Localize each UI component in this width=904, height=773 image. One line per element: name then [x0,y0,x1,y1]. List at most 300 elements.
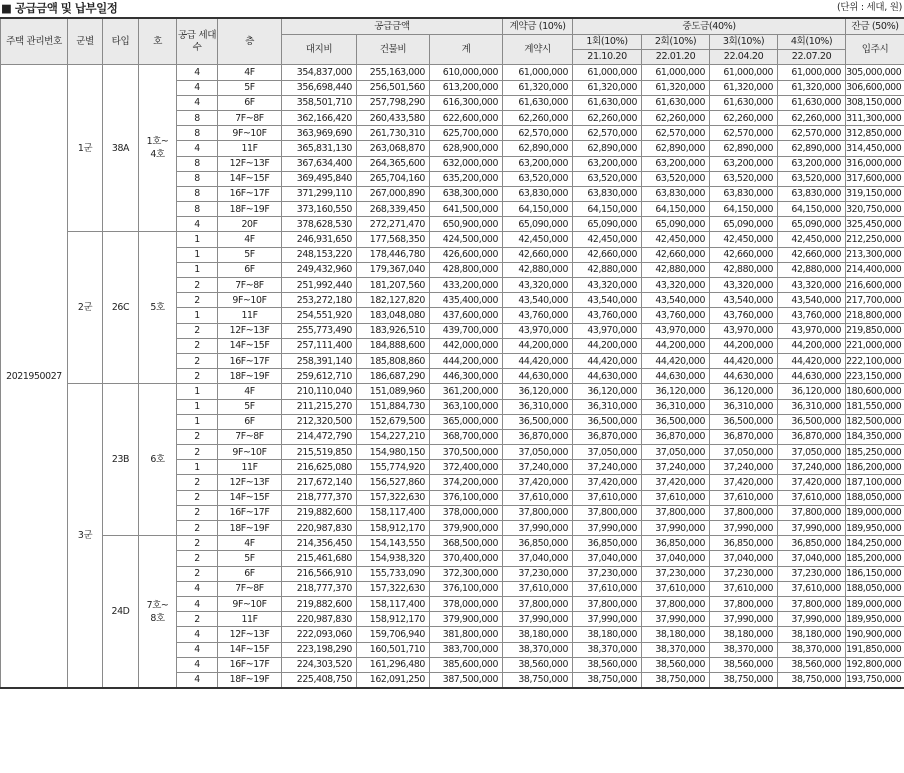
m2-cell: 63,200,000 [642,156,710,171]
land-cell: 218,777,370 [282,490,357,505]
m3-cell: 62,260,000 [710,110,778,125]
building-cell: 183,048,080 [357,308,430,323]
floor-cell: 12F~13F [218,627,282,642]
deposit-cell: 43,970,000 [503,323,573,338]
count-cell: 2 [177,323,218,338]
count-cell: 4 [177,65,218,80]
header-house-no: 주택 관리번호 [1,18,68,65]
m1-cell: 36,870,000 [573,429,642,444]
m3-cell: 63,200,000 [710,156,778,171]
ho-cell: 7호~ 8호 [139,536,177,688]
floor-cell: 6F [218,414,282,429]
header-middle: 중도금(40%) [573,18,846,35]
land-cell: 224,303,520 [282,657,357,672]
floor-cell: 9F~10F [218,126,282,141]
total-cell: 635,200,000 [430,171,503,186]
count-cell: 1 [177,247,218,262]
balance-cell: 214,400,000 [846,262,904,277]
m3-cell: 37,800,000 [710,505,778,520]
m2-cell: 37,990,000 [642,521,710,536]
m1-cell: 62,890,000 [573,141,642,156]
total-cell: 370,500,000 [430,445,503,460]
m4-cell: 63,520,000 [778,171,846,186]
m2-cell: 63,830,000 [642,186,710,201]
total-cell: 365,000,000 [430,414,503,429]
building-cell: 178,446,780 [357,247,430,262]
building-cell: 162,091,250 [357,672,430,688]
floor-cell: 12F~13F [218,323,282,338]
building-cell: 155,774,920 [357,460,430,475]
m4-cell: 63,830,000 [778,186,846,201]
floor-cell: 12F~13F [218,475,282,490]
m3-cell: 36,310,000 [710,399,778,414]
total-cell: 613,200,000 [430,80,503,95]
deposit-cell: 62,260,000 [503,110,573,125]
m1-cell: 37,040,000 [573,551,642,566]
building-cell: 154,143,550 [357,536,430,551]
count-cell: 4 [177,657,218,672]
m2-cell: 37,800,000 [642,596,710,611]
balance-cell: 192,800,000 [846,657,904,672]
deposit-cell: 37,800,000 [503,596,573,611]
m3-cell: 36,850,000 [710,536,778,551]
deposit-cell: 42,880,000 [503,262,573,277]
land-cell: 246,931,650 [282,232,357,247]
m3-cell: 36,120,000 [710,384,778,399]
price-table [0,17,904,689]
total-cell: 426,600,000 [430,247,503,262]
m3-cell: 37,610,000 [710,581,778,596]
deposit-cell: 37,050,000 [503,445,573,460]
header-m3: 3회(10%) [710,35,778,50]
m1-cell: 38,370,000 [573,642,642,657]
land-cell: 216,625,080 [282,460,357,475]
m4-cell: 38,560,000 [778,657,846,672]
m2-cell: 44,630,000 [642,369,710,384]
m4-cell: 38,370,000 [778,642,846,657]
type-cell: 23B [103,384,139,536]
m3-cell: 61,000,000 [710,65,778,80]
floor-cell: 6F [218,566,282,581]
header-ho: 호 [139,18,177,65]
balance-cell: 314,450,000 [846,141,904,156]
m4-cell: 42,660,000 [778,247,846,262]
m4-cell: 37,610,000 [778,581,846,596]
m2-cell: 43,320,000 [642,278,710,293]
land-cell: 217,672,140 [282,475,357,490]
balance-cell: 188,050,000 [846,581,904,596]
land-cell: 258,391,140 [282,353,357,368]
land-cell: 223,198,290 [282,642,357,657]
m1-cell: 61,000,000 [573,65,642,80]
count-cell: 4 [177,80,218,95]
building-cell: 177,568,350 [357,232,430,247]
total-cell: 361,200,000 [430,384,503,399]
table-row [1,536,904,551]
balance-cell: 189,950,000 [846,521,904,536]
deposit-cell: 43,540,000 [503,293,573,308]
floor-cell: 16F~17F [218,505,282,520]
m4-cell: 44,630,000 [778,369,846,384]
count-cell: 2 [177,536,218,551]
m1-cell: 63,520,000 [573,171,642,186]
building-cell: 152,679,500 [357,414,430,429]
m2-cell: 43,970,000 [642,323,710,338]
m3-cell: 36,500,000 [710,414,778,429]
header-m1: 1회(10%) [573,35,642,50]
m2-cell: 36,850,000 [642,536,710,551]
total-cell: 379,900,000 [430,612,503,627]
house-no-cell: 2021950027 [1,65,68,688]
count-cell: 1 [177,384,218,399]
m2-cell: 37,420,000 [642,475,710,490]
m4-cell: 43,970,000 [778,323,846,338]
m3-cell: 43,320,000 [710,278,778,293]
m3-cell: 64,150,000 [710,202,778,217]
count-cell: 2 [177,293,218,308]
m1-cell: 36,500,000 [573,414,642,429]
m3-cell: 44,420,000 [710,353,778,368]
m3-cell: 37,610,000 [710,490,778,505]
balance-cell: 312,850,000 [846,126,904,141]
count-cell: 1 [177,262,218,277]
m2-cell: 44,200,000 [642,338,710,353]
deposit-cell: 65,090,000 [503,217,573,232]
m1-cell: 36,310,000 [573,399,642,414]
floor-cell: 18F~19F [218,202,282,217]
building-cell: 156,527,860 [357,475,430,490]
m1-cell: 61,320,000 [573,80,642,95]
table-body [1,65,904,688]
total-cell: 372,400,000 [430,460,503,475]
balance-cell: 189,000,000 [846,505,904,520]
building-cell: 158,117,400 [357,505,430,520]
floor-cell: 16F~17F [218,657,282,672]
m4-cell: 36,310,000 [778,399,846,414]
total-cell: 372,300,000 [430,566,503,581]
land-cell: 220,987,830 [282,521,357,536]
m2-cell: 65,090,000 [642,217,710,232]
m4-cell: 38,180,000 [778,627,846,642]
m3-cell: 63,520,000 [710,171,778,186]
group-cell: 2군 [68,232,103,384]
header-m4-date: 22.07.20 [778,50,846,65]
m1-cell: 36,120,000 [573,384,642,399]
m2-cell: 61,630,000 [642,95,710,110]
m3-cell: 37,800,000 [710,596,778,611]
m2-cell: 62,260,000 [642,110,710,125]
count-cell: 2 [177,521,218,536]
building-cell: 184,888,600 [357,338,430,353]
m4-cell: 37,420,000 [778,475,846,490]
floor-cell: 9F~10F [218,293,282,308]
total-cell: 628,900,000 [430,141,503,156]
m1-cell: 38,180,000 [573,627,642,642]
floor-cell: 9F~10F [218,596,282,611]
balance-cell: 191,850,000 [846,642,904,657]
unit-note: (단위 : 세대, 원) [837,2,902,13]
floor-cell: 16F~17F [218,353,282,368]
ho-cell: 5호 [139,232,177,384]
m3-cell: 38,560,000 [710,657,778,672]
count-cell: 4 [177,581,218,596]
m1-cell: 37,610,000 [573,490,642,505]
deposit-cell: 36,850,000 [503,536,573,551]
floor-cell: 9F~10F [218,445,282,460]
balance-cell: 320,750,000 [846,202,904,217]
deposit-cell: 36,310,000 [503,399,573,414]
m1-cell: 65,090,000 [573,217,642,232]
count-cell: 4 [177,642,218,657]
floor-cell: 7F~8F [218,278,282,293]
building-cell: 154,980,150 [357,445,430,460]
total-cell: 650,900,000 [430,217,503,232]
total-cell: 376,100,000 [430,581,503,596]
m4-cell: 42,880,000 [778,262,846,277]
m3-cell: 37,420,000 [710,475,778,490]
count-cell: 4 [177,217,218,232]
m2-cell: 37,990,000 [642,612,710,627]
header-m3-date: 22.04.20 [710,50,778,65]
floor-cell: 6F [218,262,282,277]
m3-cell: 36,870,000 [710,429,778,444]
header-type: 타입 [103,18,139,65]
header-deposit-when: 계약시 [503,35,573,65]
count-cell: 1 [177,308,218,323]
deposit-cell: 37,610,000 [503,490,573,505]
type-cell: 26C [103,232,139,384]
m2-cell: 37,610,000 [642,490,710,505]
floor-cell: 11F [218,612,282,627]
m3-cell: 37,230,000 [710,566,778,581]
land-cell: 222,093,060 [282,627,357,642]
land-cell: 255,773,490 [282,323,357,338]
m2-cell: 42,880,000 [642,262,710,277]
header-land: 대지비 [282,35,357,65]
land-cell: 356,698,440 [282,80,357,95]
count-cell: 2 [177,475,218,490]
count-cell: 8 [177,156,218,171]
deposit-cell: 38,370,000 [503,642,573,657]
group-cell: 1군 [68,65,103,232]
m2-cell: 62,890,000 [642,141,710,156]
building-cell: 265,704,160 [357,171,430,186]
land-cell: 257,111,400 [282,338,357,353]
total-cell: 376,100,000 [430,490,503,505]
deposit-cell: 62,570,000 [503,126,573,141]
count-cell: 8 [177,126,218,141]
land-cell: 365,831,130 [282,141,357,156]
floor-cell: 7F~8F [218,429,282,444]
building-cell: 185,808,860 [357,353,430,368]
total-cell: 435,400,000 [430,293,503,308]
m2-cell: 37,230,000 [642,566,710,581]
m4-cell: 42,450,000 [778,232,846,247]
type-cell: 38A [103,65,139,232]
count-cell: 2 [177,612,218,627]
m1-cell: 37,230,000 [573,566,642,581]
count-cell: 2 [177,566,218,581]
m4-cell: 37,240,000 [778,460,846,475]
land-cell: 215,519,850 [282,445,357,460]
m3-cell: 42,880,000 [710,262,778,277]
page-title: ■ 공급금액 및 납부일정 [1,1,118,15]
total-cell: 374,200,000 [430,475,503,490]
deposit-cell: 61,000,000 [503,65,573,80]
m2-cell: 64,150,000 [642,202,710,217]
deposit-cell: 62,890,000 [503,141,573,156]
building-cell: 157,322,630 [357,581,430,596]
m3-cell: 43,760,000 [710,308,778,323]
total-cell: 638,300,000 [430,186,503,201]
m2-cell: 61,000,000 [642,65,710,80]
count-cell: 2 [177,338,218,353]
deposit-cell: 37,800,000 [503,505,573,520]
header-floor: 층 [218,18,282,65]
deposit-cell: 63,200,000 [503,156,573,171]
m2-cell: 61,320,000 [642,80,710,95]
land-cell: 378,628,530 [282,217,357,232]
m1-cell: 37,610,000 [573,581,642,596]
deposit-cell: 44,200,000 [503,338,573,353]
balance-cell: 193,750,000 [846,672,904,688]
m3-cell: 37,990,000 [710,612,778,627]
land-cell: 248,153,220 [282,247,357,262]
floor-cell: 6F [218,95,282,110]
table-row [1,232,904,247]
m1-cell: 63,830,000 [573,186,642,201]
m3-cell: 44,200,000 [710,338,778,353]
m2-cell: 43,540,000 [642,293,710,308]
balance-cell: 305,000,000 [846,65,904,80]
m3-cell: 38,370,000 [710,642,778,657]
m4-cell: 37,800,000 [778,596,846,611]
building-cell: 158,117,400 [357,596,430,611]
count-cell: 4 [177,627,218,642]
m2-cell: 43,760,000 [642,308,710,323]
floor-cell: 14F~15F [218,642,282,657]
land-cell: 214,356,450 [282,536,357,551]
m1-cell: 37,800,000 [573,596,642,611]
m4-cell: 43,760,000 [778,308,846,323]
total-cell: 433,200,000 [430,278,503,293]
m3-cell: 37,990,000 [710,521,778,536]
building-cell: 158,912,170 [357,612,430,627]
floor-cell: 14F~15F [218,338,282,353]
land-cell: 225,408,750 [282,672,357,688]
table-row [1,65,904,80]
building-cell: 151,884,730 [357,399,430,414]
floor-cell: 18F~19F [218,369,282,384]
balance-cell: 218,800,000 [846,308,904,323]
m4-cell: 36,850,000 [778,536,846,551]
land-cell: 251,992,440 [282,278,357,293]
m4-cell: 37,990,000 [778,612,846,627]
deposit-cell: 37,040,000 [503,551,573,566]
floor-cell: 5F [218,80,282,95]
total-cell: 383,700,000 [430,642,503,657]
m2-cell: 62,570,000 [642,126,710,141]
m1-cell: 43,320,000 [573,278,642,293]
floor-cell: 7F~8F [218,110,282,125]
land-cell: 219,882,600 [282,596,357,611]
deposit-cell: 37,230,000 [503,566,573,581]
deposit-cell: 38,750,000 [503,672,573,688]
m1-cell: 43,540,000 [573,293,642,308]
balance-cell: 186,150,000 [846,566,904,581]
building-cell: 161,296,480 [357,657,430,672]
land-cell: 254,551,920 [282,308,357,323]
m2-cell: 37,610,000 [642,581,710,596]
deposit-cell: 36,120,000 [503,384,573,399]
land-cell: 362,166,420 [282,110,357,125]
building-cell: 260,433,580 [357,110,430,125]
floor-cell: 14F~15F [218,171,282,186]
balance-cell: 182,500,000 [846,414,904,429]
total-cell: 379,900,000 [430,521,503,536]
building-cell: 160,501,710 [357,642,430,657]
building-cell: 257,798,290 [357,95,430,110]
building-cell: 181,207,560 [357,278,430,293]
land-cell: 367,634,400 [282,156,357,171]
deposit-cell: 38,180,000 [503,627,573,642]
m4-cell: 43,320,000 [778,278,846,293]
building-cell: 272,271,470 [357,217,430,232]
m4-cell: 37,990,000 [778,521,846,536]
land-cell: 211,215,270 [282,399,357,414]
balance-cell: 319,150,000 [846,186,904,201]
building-cell: 158,912,170 [357,521,430,536]
header-building: 건물비 [357,35,430,65]
header-total: 계 [430,35,503,65]
m3-cell: 37,240,000 [710,460,778,475]
type-cell: 24D [103,536,139,688]
balance-cell: 219,850,000 [846,323,904,338]
deposit-cell: 37,990,000 [503,521,573,536]
building-cell: 268,339,450 [357,202,430,217]
total-cell: 378,000,000 [430,596,503,611]
count-cell: 8 [177,110,218,125]
m1-cell: 38,750,000 [573,672,642,688]
m3-cell: 62,890,000 [710,141,778,156]
deposit-cell: 42,660,000 [503,247,573,262]
deposit-cell: 63,830,000 [503,186,573,201]
building-cell: 256,501,560 [357,80,430,95]
building-cell: 154,227,210 [357,429,430,444]
building-cell: 154,938,320 [357,551,430,566]
m4-cell: 43,540,000 [778,293,846,308]
total-cell: 444,200,000 [430,353,503,368]
floor-cell: 14F~15F [218,490,282,505]
header-count: 공급 세대수 [177,18,218,65]
balance-cell: 221,000,000 [846,338,904,353]
land-cell: 249,432,960 [282,262,357,277]
m2-cell: 37,800,000 [642,505,710,520]
m1-cell: 37,990,000 [573,521,642,536]
floor-cell: 7F~8F [218,581,282,596]
ho-cell: 1호~ 4호 [139,65,177,232]
m4-cell: 37,800,000 [778,505,846,520]
floor-cell: 20F [218,217,282,232]
m1-cell: 43,760,000 [573,308,642,323]
count-cell: 8 [177,202,218,217]
m1-cell: 64,150,000 [573,202,642,217]
m4-cell: 61,630,000 [778,95,846,110]
total-cell: 610,000,000 [430,65,503,80]
building-cell: 263,068,870 [357,141,430,156]
deposit-cell: 37,610,000 [503,581,573,596]
balance-cell: 188,050,000 [846,490,904,505]
